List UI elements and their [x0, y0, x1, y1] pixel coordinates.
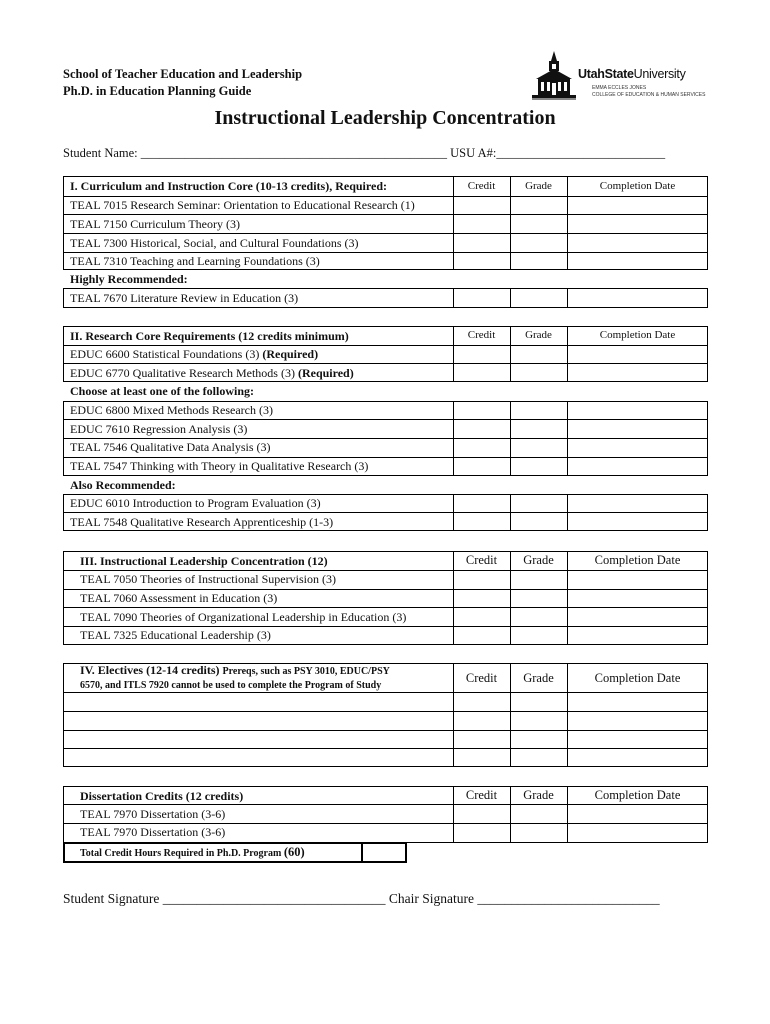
section-1-heading: I. Curriculum and Instruction Core (10-13 credits), Required:	[70, 179, 387, 193]
credit-header: Credit	[467, 180, 496, 192]
dissertation-heading: Dissertation Credits (12 credits)	[80, 789, 244, 803]
course-row: EDUC 7610 Regression Analysis (3)	[70, 422, 248, 436]
course-row: TEAL 7015 Research Seminar: Orientation to Educational Research (1)	[70, 198, 415, 212]
also-recommended-heading: Also Recommended:	[70, 478, 176, 492]
school-name: School of Teacher Education and Leadership	[63, 67, 303, 81]
credit-header: Credit	[465, 671, 498, 685]
grade-header: Grade	[523, 788, 554, 802]
header	[63, 66, 302, 100]
section-2-heading: II. Research Core Requirements (12 credits minimum)	[70, 329, 349, 343]
course-row: TEAL 7300 Historical, Social, and Cultural Foundations (3)	[70, 236, 359, 250]
building-icon	[530, 49, 578, 101]
completion-date-header: Completion Date	[594, 553, 681, 567]
course-row: TEAL 7325 Educational Leadership (3)	[80, 628, 271, 642]
section-3-heading: III. Instructional Leadership Concentration (12)	[80, 554, 328, 568]
course-row: TEAL 7970 Dissertation (3-6)	[80, 825, 226, 839]
course-row: EDUC 6770 Qualitative Research Methods (3) (Required)	[70, 366, 354, 380]
grade-header: Grade	[525, 329, 552, 341]
grade-header: Grade	[523, 671, 554, 685]
completion-date-header: Completion Date	[594, 671, 681, 685]
section-4-note: 6570, and ITLS 7920 cannot be used to complete the Program of Study	[80, 680, 382, 691]
logo-wordmark: UtahStateUniversity	[578, 67, 686, 81]
course-row: EDUC 6010 Introduction to Program Evaluation (3)	[70, 496, 321, 510]
choose-one-heading: Choose at least one of the following:	[70, 384, 254, 398]
course-row: EDUC 6600 Statistical Foundations (3) (Required)	[70, 347, 319, 361]
course-row: TEAL 7546 Qualitative Data Analysis (3)	[70, 440, 271, 454]
completion-date-header: Completion Date	[599, 329, 676, 341]
course-row: TEAL 7548 Qualitative Research Apprenticeship (1-3)	[70, 515, 334, 529]
highly-recommended-heading: Highly Recommended:	[70, 272, 188, 286]
course-row: TEAL 7547 Thinking with Theory in Qualitative Research (3)	[70, 459, 369, 473]
guide-name: Ph.D. in Education Planning Guide	[63, 84, 252, 98]
course-row: TEAL 7310 Teaching and Learning Foundations (3)	[70, 254, 320, 268]
university-logo	[530, 49, 706, 101]
logo-subtitle-2: COLLEGE OF EDUCATION & HUMAN SERVICES	[592, 92, 706, 98]
grade-header: Grade	[525, 180, 552, 192]
course-row: TEAL 7090 Theories of Organizational Leadership in Education (3)	[80, 610, 407, 624]
course-row: TEAL 7050 Theories of Instructional Supervision (3)	[80, 572, 336, 586]
total-credits-label: Total Credit Hours Required in Ph.D. Program (60)	[80, 845, 305, 859]
grade-header: Grade	[523, 553, 554, 567]
logo-subtitle-1: EMMA ECCLES JONES	[592, 85, 647, 91]
course-row: TEAL 7060 Assessment in Education (3)	[80, 591, 278, 605]
credit-header: Credit	[465, 553, 498, 567]
course-row: TEAL 7970 Dissertation (3-6)	[80, 807, 226, 821]
course-row: EDUC 6800 Mixed Methods Research (3)	[70, 403, 273, 417]
course-row: TEAL 7150 Curriculum Theory (3)	[70, 217, 240, 231]
completion-date-header: Completion Date	[599, 180, 676, 192]
section-4-heading: IV. Electives (12-14 credits) Prereqs, such as PSY 3010, EDUC/PSY	[80, 663, 390, 677]
student-name-line: Student Name: _________________________________________________ USU A#:___________________________	[63, 146, 666, 160]
credit-header: Credit	[465, 788, 498, 802]
credit-header: Credit	[467, 329, 496, 341]
signature-line: Student Signature _________________________________ Chair Signature ___________________________	[63, 891, 660, 906]
page-title: Instructional Leadership Concentration	[214, 107, 556, 129]
completion-date-header: Completion Date	[594, 788, 681, 802]
course-row: TEAL 7670 Literature Review in Education (3)	[70, 291, 299, 305]
